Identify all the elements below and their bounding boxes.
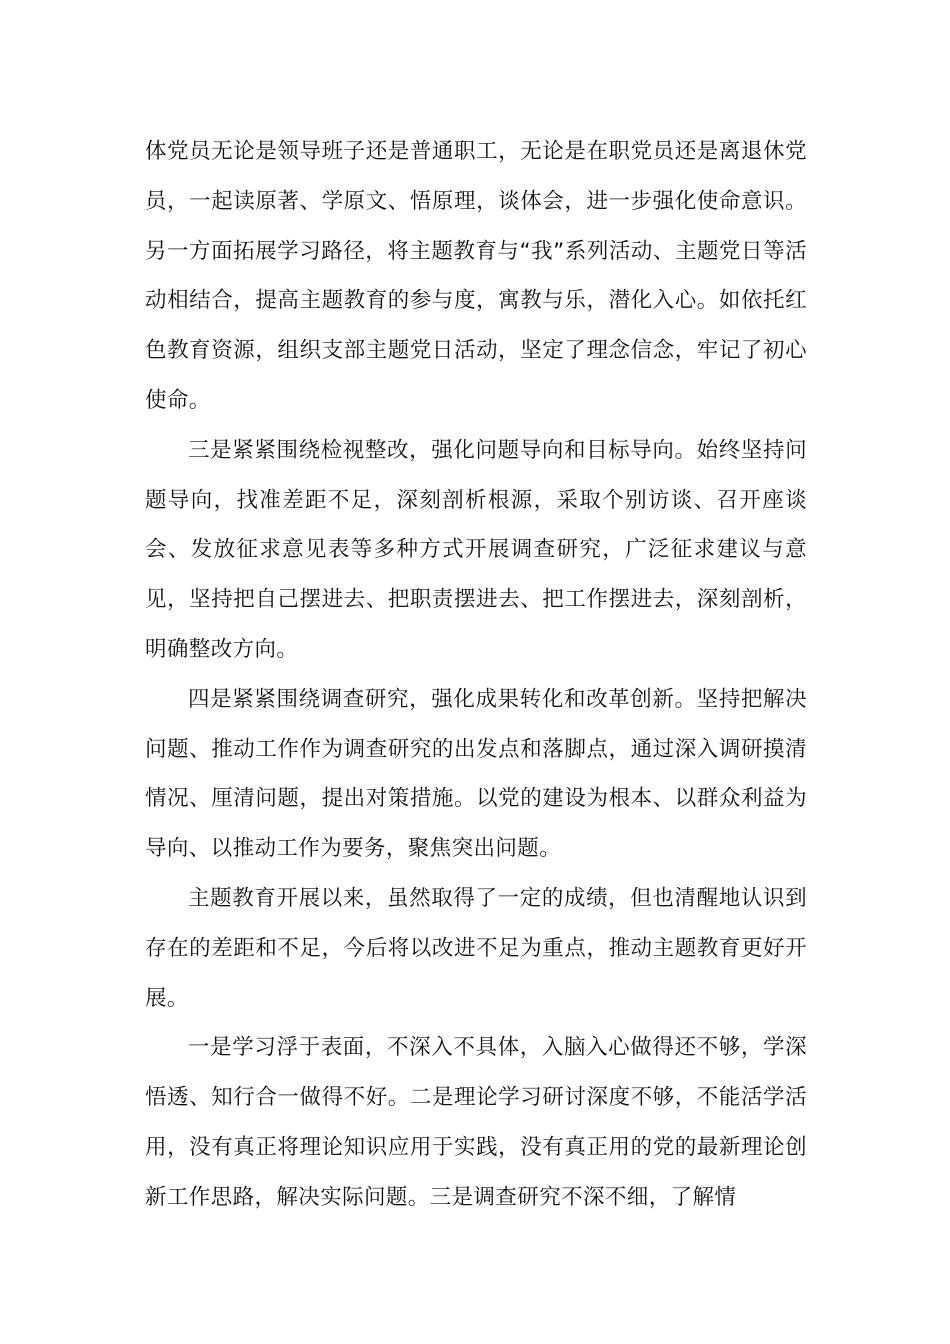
paragraph-2: 三是紧紧围绕检视整改，强化问题导向和目标导向。始终坚持问题导向，找准差距不足，深刻剖析根源，采取个别访谈、召开座谈会、发放征求意见表等多种方式开展调查研究，广泛征求建议与意见，坚持把自己摆进去、把职责摆进去、把工作摆进去，深刻剖析，明确整改方向。	[145, 437, 807, 662]
paragraph-3: 四是紧紧围绕调查研究，强化成果转化和改革创新。坚持把解决问题、推动工作作为调查研究的出发点和落脚点，通过深入调研摸清情况、厘清问题，提出对策措施。以党的建设为根本、以群众利益为导向、以推动工作为要务，聚焦突出问题。	[145, 686, 807, 862]
paragraph-1: 体党员无论是领导班子还是普通职工，无论是在职党员还是离退休党员，一起读原著、学原文、悟原理，谈体会，进一步强化使命意识。另一方面拓展学习路径，将主题教育与“我”系列活动、主题党日等活动相结合，提高主题教育的参与度，寓教与乐，潜化入心。如依托红色教育资源，组织支部主题党日活动，坚定了理念信念，牢记了初心使命。	[145, 139, 807, 413]
document-body	[145, 127, 807, 1223]
paragraph-4: 主题教育开展以来，虽然取得了一定的成绩，但也清醒地认识到存在的差距和不足，今后将以改进不足为重点，推动主题教育更好开展。	[145, 885, 807, 1011]
paragraph-5: 一是学习浮于表面，不深入不具体，入脑入心做得还不够，学深悟透、知行合一做得不好。二是理论学习研讨深度不够，不能活学活用，没有真正将理论知识应用于实践，没有真正用的党的最新理论创新工作思路，解决实际问题。三是调查研究不深不细，了解情	[145, 1035, 807, 1210]
